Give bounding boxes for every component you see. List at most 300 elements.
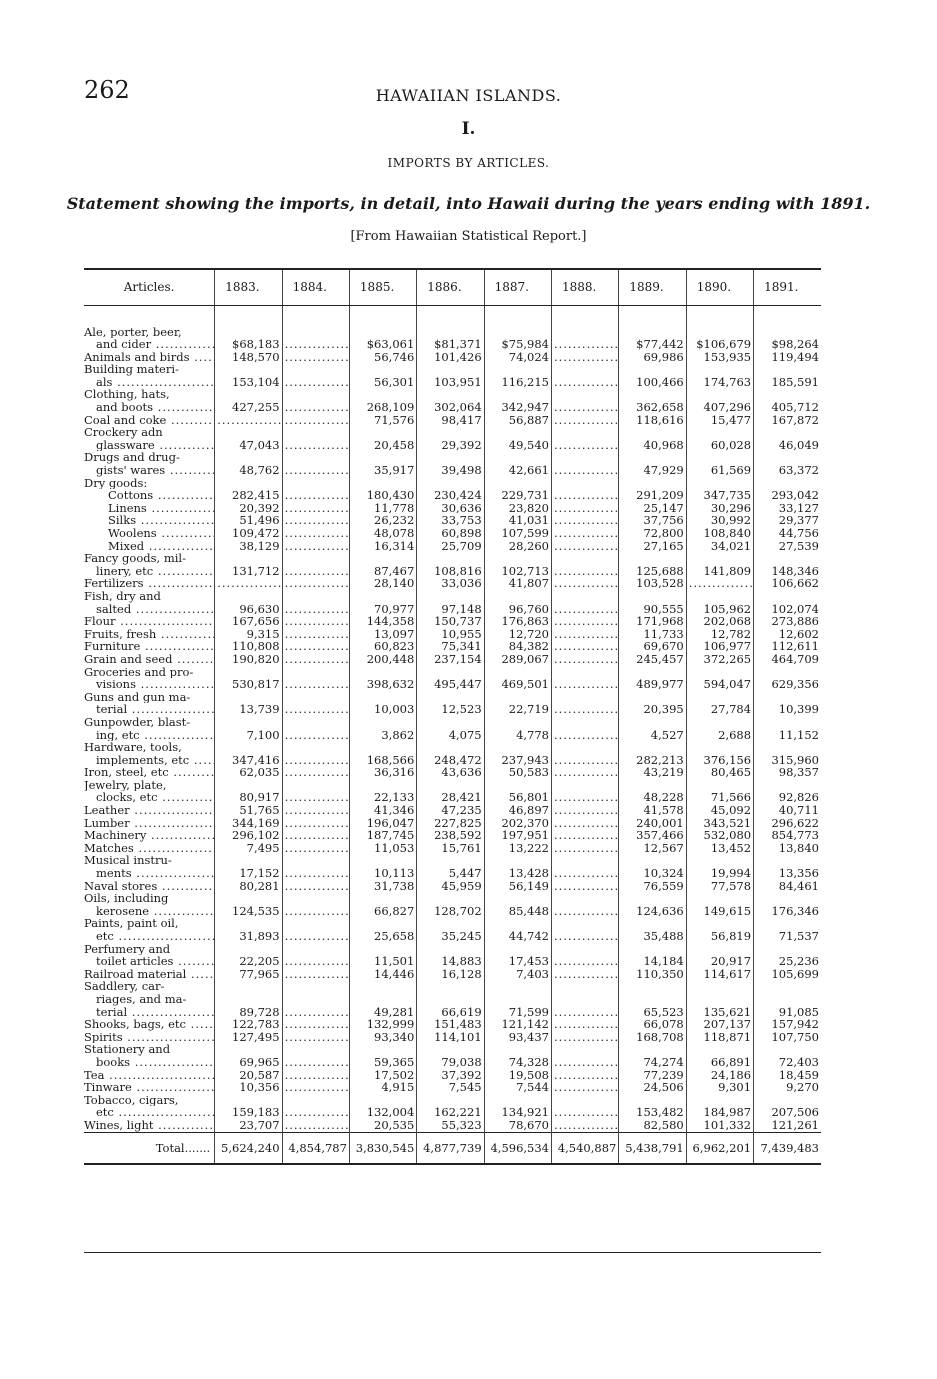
dot-leader bbox=[285, 842, 350, 855]
value-cell: 10,324 bbox=[619, 854, 686, 879]
table-row bbox=[84, 842, 821, 855]
value-cell: 71,576 bbox=[349, 414, 416, 427]
value-cell: 15,477 bbox=[686, 414, 753, 427]
value-cell: 69,965 bbox=[215, 1043, 282, 1068]
value-cell: $98,264 bbox=[754, 326, 821, 351]
dot-leader bbox=[285, 527, 350, 540]
article-name-line: salted ..... bbox=[84, 603, 214, 616]
value-cell: 12,602 bbox=[754, 628, 821, 641]
empty-value-cell bbox=[282, 817, 349, 830]
total-value-cell: 5,624,240 bbox=[215, 1132, 282, 1164]
table-row bbox=[84, 1094, 821, 1119]
value-cell: 157,942 bbox=[754, 1018, 821, 1031]
empty-value-cell bbox=[282, 477, 349, 502]
value-cell: 293,042 bbox=[754, 477, 821, 502]
article-name-line: Perfumery and bbox=[84, 942, 171, 956]
article-name-cell bbox=[84, 691, 215, 716]
column-header-year: 1889. bbox=[619, 269, 686, 305]
article-name-line: Fruits, fresh ..... bbox=[84, 628, 214, 641]
empty-value-cell bbox=[282, 804, 349, 817]
dot-leader bbox=[285, 829, 350, 842]
value-cell: 13,428 bbox=[484, 854, 551, 879]
value-cell: 118,616 bbox=[619, 414, 686, 427]
value-cell: 119,494 bbox=[754, 351, 821, 364]
article-name-line: Furniture ..... bbox=[84, 640, 214, 653]
article-name-line: clocks, etc ..... bbox=[84, 791, 214, 804]
article-name-line: Linens ..... bbox=[84, 502, 214, 515]
empty-value-cell bbox=[552, 1081, 619, 1094]
empty-value-cell bbox=[552, 943, 619, 968]
value-cell: 33,036 bbox=[417, 577, 484, 590]
value-cell: 296,622 bbox=[754, 817, 821, 830]
value-cell: 23,707 bbox=[215, 1119, 282, 1132]
value-cell: 105,962 bbox=[686, 590, 753, 615]
empty-value-cell bbox=[552, 653, 619, 666]
value-cell: 41,346 bbox=[349, 804, 416, 817]
article-name-line: glassware ..... bbox=[84, 439, 214, 452]
article-name-line: Stationery and bbox=[84, 1043, 171, 1056]
article-name-line: Crockery adn bbox=[84, 426, 163, 439]
article-name-line: Iron, steel, etc ..... bbox=[84, 766, 214, 779]
table-row bbox=[84, 414, 821, 427]
value-cell: 40,968 bbox=[619, 426, 686, 451]
value-cell: 427,255 bbox=[215, 388, 282, 413]
value-cell: 116,215 bbox=[484, 363, 551, 388]
value-cell: 26,232 bbox=[349, 514, 416, 527]
value-cell: 31,893 bbox=[215, 917, 282, 942]
value-cell: 17,453 bbox=[484, 943, 551, 968]
value-cell: 34,021 bbox=[686, 540, 753, 553]
article-name-line: Jewelry, plate, bbox=[84, 778, 167, 792]
value-cell: 124,535 bbox=[215, 892, 282, 917]
dot-leader bbox=[285, 1055, 350, 1069]
value-cell: 71,599 bbox=[484, 980, 551, 1018]
empty-value-cell bbox=[552, 426, 619, 451]
empty-value-cell bbox=[552, 666, 619, 691]
value-cell: 12,523 bbox=[417, 691, 484, 716]
empty-value-cell bbox=[282, 842, 349, 855]
section-number: I. bbox=[461, 119, 476, 139]
value-cell: 77,578 bbox=[686, 880, 753, 893]
article-name-cell bbox=[84, 1081, 215, 1094]
total-value-cell: 5,438,791 bbox=[619, 1132, 686, 1164]
value-cell: 127,495 bbox=[215, 1031, 282, 1044]
article-name-line: visions ..... bbox=[84, 678, 214, 691]
column-header-year: 1885. bbox=[349, 269, 416, 305]
value-cell: 141,809 bbox=[686, 552, 753, 577]
article-name-line: Spirits ..... bbox=[84, 1031, 214, 1044]
article-name-cell bbox=[84, 615, 215, 628]
empty-value-cell bbox=[282, 691, 349, 716]
dot-leader bbox=[285, 1018, 350, 1031]
value-cell: 49,281 bbox=[349, 980, 416, 1018]
article-name-line: Drugs and drug- bbox=[84, 451, 180, 465]
value-cell: 74,024 bbox=[484, 351, 551, 364]
value-cell: 41,807 bbox=[484, 577, 551, 590]
value-cell: 10,955 bbox=[417, 628, 484, 641]
empty-value-cell bbox=[282, 388, 349, 413]
value-cell: 55,323 bbox=[417, 1119, 484, 1132]
value-cell: 7,403 bbox=[484, 968, 551, 981]
empty-value-cell bbox=[552, 640, 619, 653]
value-cell: 80,917 bbox=[215, 779, 282, 804]
value-cell: 128,702 bbox=[417, 892, 484, 917]
dot-leader bbox=[554, 753, 619, 767]
column-header-year: 1884. bbox=[282, 269, 349, 305]
value-cell: 27,784 bbox=[686, 691, 753, 716]
dot-leader bbox=[285, 677, 350, 691]
value-cell: 45,959 bbox=[417, 880, 484, 893]
dot-leader bbox=[285, 817, 350, 830]
value-cell: 66,619 bbox=[417, 980, 484, 1018]
value-cell: 63,372 bbox=[754, 451, 821, 476]
value-cell: 49,540 bbox=[484, 426, 551, 451]
empty-value-cell bbox=[282, 880, 349, 893]
table-row bbox=[84, 766, 821, 779]
dot-leader bbox=[285, 564, 350, 578]
article-name-line: toilet articles ..... bbox=[84, 955, 214, 968]
empty-value-cell bbox=[282, 628, 349, 641]
value-cell: 7,495 bbox=[215, 842, 282, 855]
value-cell: 489,977 bbox=[619, 666, 686, 691]
value-cell: 101,426 bbox=[417, 351, 484, 364]
empty-value-cell bbox=[552, 326, 619, 351]
value-cell: 110,808 bbox=[215, 640, 282, 653]
dot-leader bbox=[554, 653, 619, 666]
empty-value-cell bbox=[282, 917, 349, 942]
dot-leader bbox=[285, 1069, 350, 1082]
table-header-row bbox=[84, 269, 821, 305]
article-name-cell bbox=[84, 892, 215, 917]
value-cell: 106,977 bbox=[686, 640, 753, 653]
value-cell: 43,219 bbox=[619, 766, 686, 779]
value-cell: 118,871 bbox=[686, 1031, 753, 1044]
table-row bbox=[84, 1119, 821, 1132]
total-value-cell: 4,854,787 bbox=[282, 1132, 349, 1164]
empty-value-cell bbox=[552, 1031, 619, 1044]
value-cell: 56,746 bbox=[349, 351, 416, 364]
article-name-cell bbox=[84, 540, 215, 553]
value-cell: 342,947 bbox=[484, 388, 551, 413]
value-cell: 405,712 bbox=[754, 388, 821, 413]
article-name-line: Leather ..... bbox=[84, 804, 214, 817]
value-cell: 87,467 bbox=[349, 552, 416, 577]
dot-leader bbox=[285, 351, 350, 364]
empty-value-cell bbox=[282, 426, 349, 451]
value-cell: 343,521 bbox=[686, 817, 753, 830]
dot-leader bbox=[285, 640, 350, 653]
dot-leader bbox=[285, 414, 350, 427]
table-row bbox=[84, 388, 821, 413]
value-cell: 15,761 bbox=[417, 842, 484, 855]
article-name-line: Shooks, bags, etc ..... bbox=[84, 1018, 214, 1031]
empty-value-cell bbox=[282, 1081, 349, 1094]
article-name-line: Matches ..... bbox=[84, 842, 214, 855]
page-number: 262 bbox=[84, 76, 130, 104]
table-row bbox=[84, 817, 821, 830]
value-cell: 3,862 bbox=[349, 716, 416, 741]
empty-value-cell bbox=[552, 552, 619, 577]
article-name-cell bbox=[84, 363, 215, 388]
dot-leader bbox=[285, 337, 350, 351]
total-value-cell: 6,962,201 bbox=[686, 1132, 753, 1164]
empty-value-cell bbox=[552, 854, 619, 879]
value-cell: $106,679 bbox=[686, 326, 753, 351]
value-cell: 24,506 bbox=[619, 1081, 686, 1094]
value-cell: $81,371 bbox=[417, 326, 484, 351]
value-cell: 50,583 bbox=[484, 766, 551, 779]
table-row bbox=[84, 426, 821, 451]
value-cell: 74,274 bbox=[619, 1043, 686, 1068]
article-name-line: and boots ..... bbox=[84, 401, 214, 414]
empty-value-cell bbox=[552, 804, 619, 817]
dot-leader bbox=[554, 1018, 619, 1031]
value-cell: 114,617 bbox=[686, 968, 753, 981]
value-cell: 159,183 bbox=[215, 1094, 282, 1119]
value-cell: 13,452 bbox=[686, 842, 753, 855]
article-name-cell bbox=[84, 451, 215, 476]
table-body bbox=[84, 305, 821, 1164]
value-cell: 7,544 bbox=[484, 1081, 551, 1094]
value-cell: 18,459 bbox=[754, 1069, 821, 1082]
value-cell: 56,887 bbox=[484, 414, 551, 427]
dot-leader bbox=[285, 400, 350, 414]
value-cell: 23,820 bbox=[484, 502, 551, 515]
total-label-text: Total bbox=[155, 1140, 185, 1155]
value-cell: 13,097 bbox=[349, 628, 416, 641]
value-cell: 11,733 bbox=[619, 628, 686, 641]
dot-leader bbox=[217, 414, 282, 427]
value-cell: 59,365 bbox=[349, 1043, 416, 1068]
dot-leader bbox=[554, 1031, 619, 1044]
table-row bbox=[84, 741, 821, 766]
empty-value-cell bbox=[282, 590, 349, 615]
value-cell: 176,346 bbox=[754, 892, 821, 917]
value-cell: 65,523 bbox=[619, 980, 686, 1018]
value-cell: 97,148 bbox=[417, 590, 484, 615]
dot-leader bbox=[554, 527, 619, 540]
value-cell: 48,762 bbox=[215, 451, 282, 476]
value-cell: 110,350 bbox=[619, 968, 686, 981]
value-cell: 29,392 bbox=[417, 426, 484, 451]
empty-value-cell bbox=[215, 577, 282, 590]
empty-value-cell bbox=[552, 892, 619, 917]
article-name-cell bbox=[84, 943, 215, 968]
dot-leader bbox=[554, 1005, 619, 1019]
empty-value-cell bbox=[282, 552, 349, 577]
value-cell: 532,080 bbox=[686, 829, 753, 842]
value-cell: 66,827 bbox=[349, 892, 416, 917]
article-name-cell bbox=[84, 842, 215, 855]
empty-value-cell bbox=[552, 691, 619, 716]
dot-leader bbox=[285, 804, 350, 817]
value-cell: 75,341 bbox=[417, 640, 484, 653]
empty-value-cell bbox=[552, 1018, 619, 1031]
value-cell: 10,356 bbox=[215, 1081, 282, 1094]
article-name-cell bbox=[84, 1018, 215, 1031]
value-cell: 296,102 bbox=[215, 829, 282, 842]
value-cell: 132,004 bbox=[349, 1094, 416, 1119]
value-cell: 44,756 bbox=[754, 527, 821, 540]
article-name-line: Musical instru- bbox=[84, 854, 172, 868]
dot-leader bbox=[554, 880, 619, 893]
value-cell: 45,092 bbox=[686, 804, 753, 817]
value-cell: 190,820 bbox=[215, 653, 282, 666]
value-cell: 24,186 bbox=[686, 1069, 753, 1082]
table-row bbox=[84, 1043, 821, 1068]
empty-value-cell bbox=[552, 363, 619, 388]
table-row bbox=[84, 552, 821, 577]
article-name-line: Fertilizers ..... bbox=[84, 577, 214, 590]
dot-leader bbox=[285, 866, 350, 880]
table-row bbox=[84, 628, 821, 641]
table-row bbox=[84, 917, 821, 942]
article-name-cell bbox=[84, 968, 215, 981]
empty-value-cell bbox=[282, 968, 349, 981]
value-cell: 9,315 bbox=[215, 628, 282, 641]
value-cell: 121,142 bbox=[484, 1018, 551, 1031]
table-row bbox=[84, 640, 821, 653]
value-cell: 135,621 bbox=[686, 980, 753, 1018]
value-cell: 76,559 bbox=[619, 880, 686, 893]
value-cell: 93,437 bbox=[484, 1031, 551, 1044]
article-name-line: etc ..... bbox=[84, 930, 214, 943]
value-cell: 20,458 bbox=[349, 426, 416, 451]
dot-leader bbox=[554, 577, 619, 590]
empty-value-cell bbox=[552, 628, 619, 641]
empty-value-cell bbox=[282, 980, 349, 1018]
article-name-cell bbox=[84, 527, 215, 540]
value-cell: 14,446 bbox=[349, 968, 416, 981]
article-name-cell bbox=[84, 577, 215, 590]
article-name-cell bbox=[84, 653, 215, 666]
article-name-line: Animals and birds ..... bbox=[84, 351, 214, 364]
table-row bbox=[84, 540, 821, 553]
dot-leader bbox=[554, 866, 619, 880]
value-cell: 84,382 bbox=[484, 640, 551, 653]
value-cell: 25,709 bbox=[417, 540, 484, 553]
dot-leader bbox=[285, 502, 350, 515]
value-cell: 185,591 bbox=[754, 363, 821, 388]
value-cell: 124,636 bbox=[619, 892, 686, 917]
value-cell: 71,566 bbox=[686, 779, 753, 804]
column-header-year: 1888. bbox=[552, 269, 619, 305]
table-row bbox=[84, 804, 821, 817]
dot-leader bbox=[285, 488, 350, 502]
value-cell: 108,816 bbox=[417, 552, 484, 577]
value-cell: 4,527 bbox=[619, 716, 686, 741]
dot-leader bbox=[554, 1069, 619, 1082]
source-note: [From Hawaiian Statistical Report.] bbox=[350, 229, 587, 244]
dot-leader bbox=[285, 514, 350, 527]
value-cell: 407,296 bbox=[686, 388, 753, 413]
empty-value-cell bbox=[552, 502, 619, 515]
value-cell: 107,599 bbox=[484, 527, 551, 540]
table-row bbox=[84, 615, 821, 628]
value-cell: 80,281 bbox=[215, 880, 282, 893]
article-name-cell bbox=[84, 502, 215, 515]
dot-leader bbox=[285, 880, 350, 893]
empty-value-cell bbox=[552, 1119, 619, 1132]
empty-value-cell bbox=[282, 527, 349, 540]
dot-leader bbox=[554, 564, 619, 578]
value-cell: 100,466 bbox=[619, 363, 686, 388]
article-name-line: kerosene ..... bbox=[84, 905, 214, 918]
value-cell: 40,711 bbox=[754, 804, 821, 817]
value-cell: 248,472 bbox=[417, 741, 484, 766]
dot-leader bbox=[554, 1105, 619, 1119]
dot-leader bbox=[554, 438, 619, 452]
value-cell: 151,483 bbox=[417, 1018, 484, 1031]
table-row bbox=[84, 527, 821, 540]
value-cell: 238,592 bbox=[417, 829, 484, 842]
value-cell: 107,750 bbox=[754, 1031, 821, 1044]
value-cell: 13,739 bbox=[215, 691, 282, 716]
value-cell: 10,003 bbox=[349, 691, 416, 716]
value-cell: 5,447 bbox=[417, 854, 484, 879]
empty-value-cell bbox=[552, 817, 619, 830]
article-name-line: Clothing, hats, bbox=[84, 388, 170, 402]
table-row bbox=[84, 451, 821, 476]
value-cell: 347,416 bbox=[215, 741, 282, 766]
value-cell: 51,496 bbox=[215, 514, 282, 527]
value-cell: 69,670 bbox=[619, 640, 686, 653]
dot-leader bbox=[554, 968, 619, 981]
value-cell: 12,567 bbox=[619, 842, 686, 855]
value-cell: 11,501 bbox=[349, 943, 416, 968]
value-cell: 200,448 bbox=[349, 653, 416, 666]
value-cell: 92,826 bbox=[754, 779, 821, 804]
dot-leader bbox=[554, 514, 619, 527]
article-name-line: ing, etc ..... bbox=[84, 729, 214, 742]
article-name-cell bbox=[84, 880, 215, 893]
value-cell: 398,632 bbox=[349, 666, 416, 691]
dot-leader bbox=[285, 753, 350, 767]
dot-leader bbox=[554, 829, 619, 842]
article-name-line: als ..... bbox=[84, 376, 214, 389]
value-cell: 227,825 bbox=[417, 817, 484, 830]
value-cell: 109,472 bbox=[215, 527, 282, 540]
value-cell: 29,377 bbox=[754, 514, 821, 527]
dot-leader bbox=[554, 337, 619, 351]
empty-value-cell bbox=[552, 351, 619, 364]
table-row bbox=[84, 1069, 821, 1082]
value-cell: 149,615 bbox=[686, 892, 753, 917]
article-name-line: Ale, porter, beer, bbox=[84, 325, 182, 339]
value-cell: 56,801 bbox=[484, 779, 551, 804]
value-cell: 9,301 bbox=[686, 1081, 753, 1094]
empty-value-cell bbox=[282, 653, 349, 666]
value-cell: 78,670 bbox=[484, 1119, 551, 1132]
dot-leader bbox=[554, 502, 619, 515]
value-cell: 46,897 bbox=[484, 804, 551, 817]
article-name-cell bbox=[84, 766, 215, 779]
column-header-year: 1883. bbox=[215, 269, 282, 305]
value-cell: 13,356 bbox=[754, 854, 821, 879]
article-name-line: Guns and gun ma- bbox=[84, 690, 191, 704]
article-name-cell bbox=[84, 552, 215, 577]
value-cell: 60,823 bbox=[349, 640, 416, 653]
value-cell: 93,340 bbox=[349, 1031, 416, 1044]
value-cell: 66,078 bbox=[619, 1018, 686, 1031]
empty-value-cell bbox=[552, 779, 619, 804]
empty-value-cell bbox=[282, 829, 349, 842]
value-cell: 47,235 bbox=[417, 804, 484, 817]
value-cell: 103,528 bbox=[619, 577, 686, 590]
article-name-line: gists' wares ..... bbox=[84, 464, 214, 477]
dot-leader bbox=[554, 615, 619, 628]
value-cell: 101,332 bbox=[686, 1119, 753, 1132]
